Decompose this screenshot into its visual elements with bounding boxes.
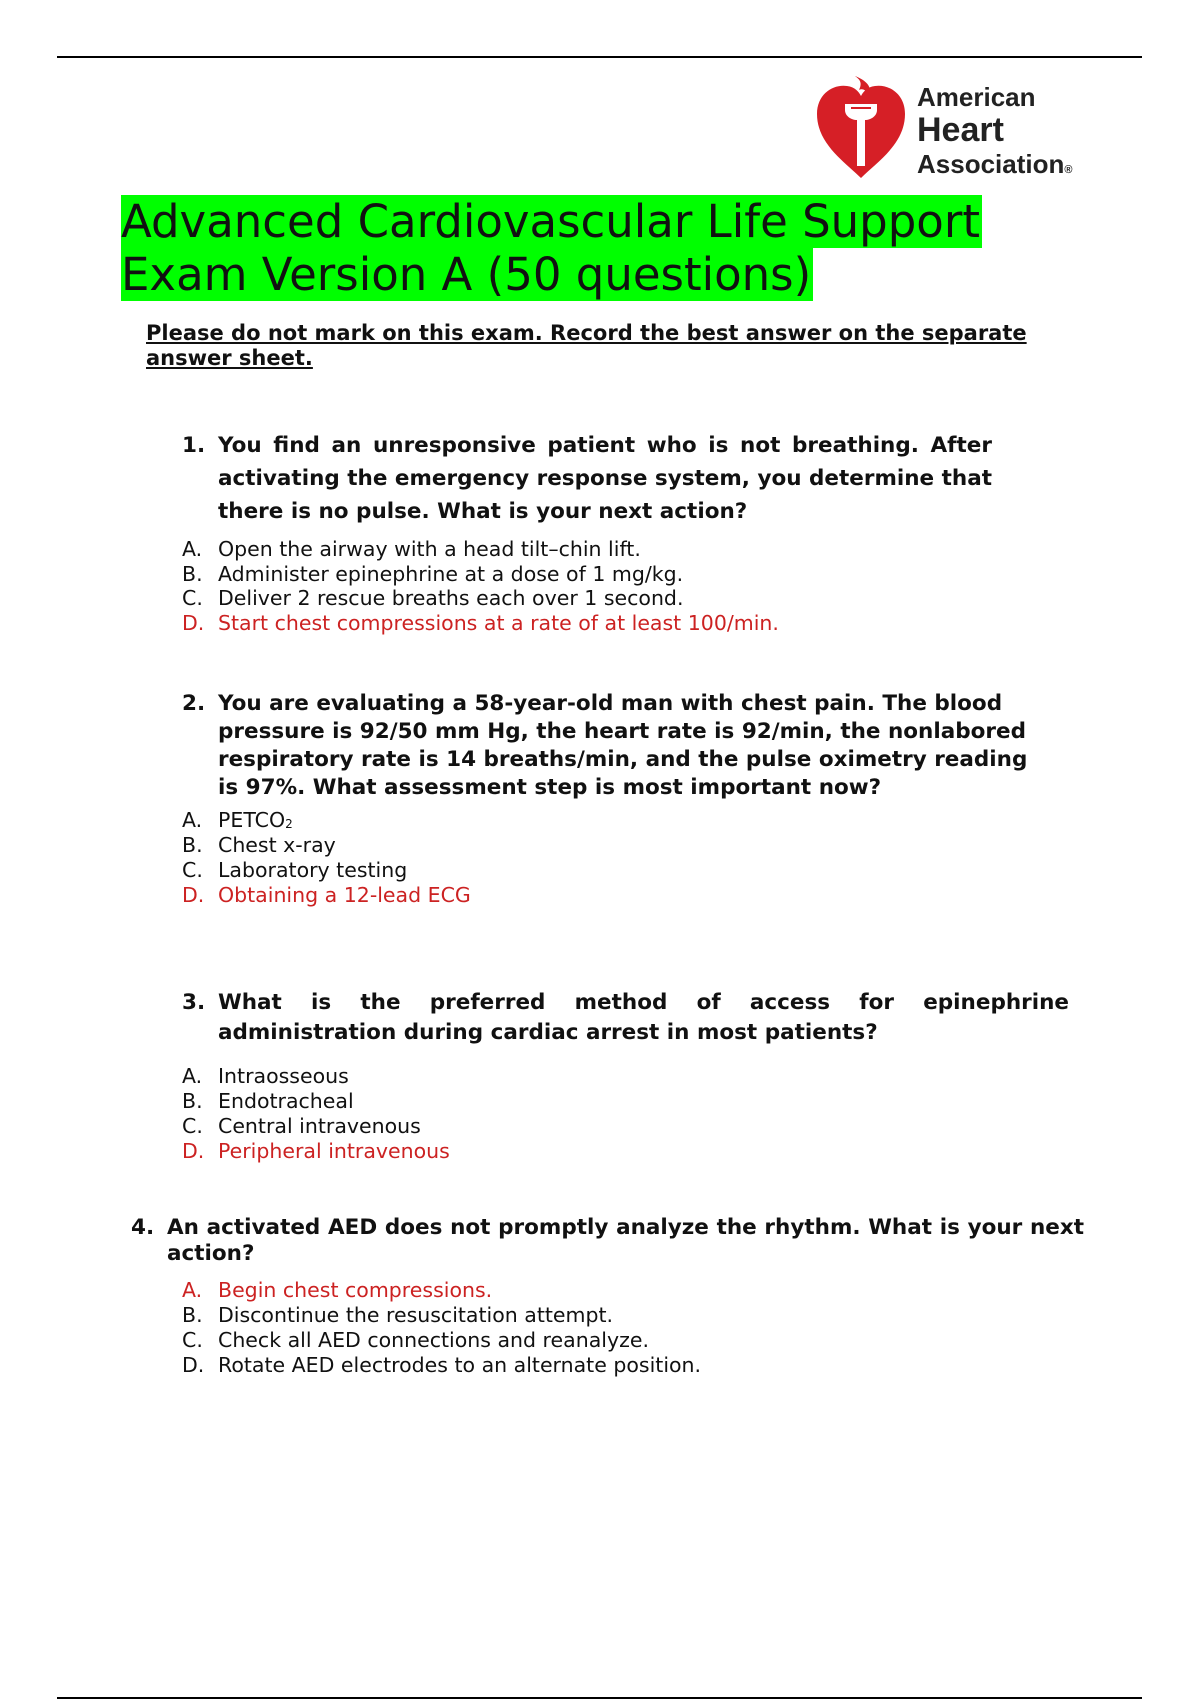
option-text: Chest x-ray [218, 833, 336, 857]
option-c [182, 586, 992, 611]
registered-mark: ® [1064, 164, 1073, 176]
exam-title [121, 195, 982, 301]
option-text: Laboratory testing [218, 858, 408, 882]
option-letter: C. [182, 1114, 203, 1138]
option-letter: B. [182, 833, 203, 857]
option-text-main: PETCO [218, 808, 286, 832]
option-letter: B. [182, 1303, 203, 1327]
logo-line-american: American [917, 82, 1036, 112]
option-letter: D. [182, 611, 205, 635]
option-a [182, 537, 992, 562]
option-c [182, 1328, 1084, 1353]
option-text: Begin chest compressions. [218, 1278, 493, 1302]
question-text: You find an unresponsive patient who is not breathing. After activating the emergency response system, you determine that there is no pulse. What is your next action? [218, 433, 992, 524]
option-text: Intraosseous [218, 1064, 349, 1088]
question-text: An activated AED does not promptly analyze the rhythm. What is your next action? [167, 1215, 1084, 1266]
option-text: Obtaining a 12-lead ECG [218, 883, 471, 907]
option-letter: A. [182, 1064, 203, 1088]
option-text: Endotracheal [218, 1089, 354, 1113]
question-number: 2. [182, 691, 206, 716]
option-text [218, 808, 293, 833]
option-d [182, 1353, 1084, 1378]
option-b [182, 1303, 1084, 1328]
option-text: Rotate AED electrodes to an alternate position. [218, 1353, 702, 1377]
option-a [182, 808, 1037, 833]
option-b [182, 1089, 1069, 1114]
option-text: Peripheral intravenous [218, 1139, 450, 1163]
question-4 [131, 1215, 1084, 1378]
logo-wordmark [917, 84, 1072, 177]
option-text: Check all AED connections and reanalyze. [218, 1328, 649, 1352]
aha-logo [815, 70, 1095, 185]
option-letter: C. [182, 858, 203, 882]
question-number: 1. [182, 433, 206, 458]
logo-association-text: Association [917, 149, 1065, 179]
option-d-correct [182, 883, 1037, 908]
answer-options [182, 537, 992, 636]
option-text: Deliver 2 rescue breaths each over 1 second. [218, 586, 684, 610]
question-text: You are evaluating a 58-year-old man with chest pain. The blood pressure is 92/50 mm Hg, the heart rate is 92/min, the nonlabored respiratory rate is 14 breaths/min, and the pulse oximetry reading is 97%. What assessment step is most important now? [218, 691, 1028, 800]
option-a-correct [182, 1278, 1084, 1303]
header-rule [57, 56, 1142, 58]
option-text: Start chest compressions at a rate of at least 100/min. [218, 611, 779, 635]
title-line-1: Advanced Cardiovascular Life Support [121, 195, 980, 248]
exam-instructions: Please do not mark on this exam. Record the best answer on the separate answer sheet. [146, 321, 1027, 370]
answer-options [182, 1278, 1084, 1378]
option-letter: D. [182, 1139, 205, 1163]
option-c [182, 1114, 1069, 1139]
title-line-2: Exam Version A (50 questions) [121, 248, 812, 301]
option-text: Open the airway with a head tilt–chin lift. [218, 537, 641, 561]
option-d-correct [182, 611, 992, 636]
question-stem [182, 988, 1069, 1048]
option-a [182, 1064, 1069, 1089]
question-text: What is the preferred method of access for epinephrine administration during cardiac arrest in most patients? [218, 990, 1069, 1045]
logo-line-heart: Heart [917, 111, 1004, 149]
option-letter: C. [182, 1328, 203, 1352]
question-number: 4. [131, 1215, 155, 1240]
question-stem [131, 1215, 1084, 1267]
question-stem [182, 429, 992, 528]
answer-options [182, 808, 1037, 908]
option-text: Central intravenous [218, 1114, 421, 1138]
option-letter: A. [182, 808, 203, 832]
question-2 [182, 690, 1037, 908]
question-1 [182, 429, 992, 636]
option-letter: B. [182, 1089, 203, 1113]
option-b [182, 562, 992, 587]
question-stem [182, 690, 1037, 802]
option-b [182, 833, 1037, 858]
option-d-correct [182, 1139, 1069, 1164]
question-3 [182, 988, 1069, 1164]
option-c [182, 858, 1037, 883]
option-letter: C. [182, 586, 203, 610]
footer-rule [57, 1697, 1142, 1699]
option-subscript: 2 [285, 817, 293, 831]
answer-options [182, 1064, 1069, 1164]
heart-torch-icon [815, 70, 907, 182]
option-letter: A. [182, 1278, 203, 1302]
option-letter: D. [182, 883, 205, 907]
question-number: 3. [182, 990, 206, 1015]
option-letter: A. [182, 537, 203, 561]
option-letter: B. [182, 562, 203, 586]
option-text: Discontinue the resuscitation attempt. [218, 1303, 614, 1327]
option-text: Administer epinephrine at a dose of 1 mg/kg. [218, 562, 684, 586]
option-letter: D. [182, 1353, 205, 1377]
logo-line-association [917, 151, 1072, 177]
